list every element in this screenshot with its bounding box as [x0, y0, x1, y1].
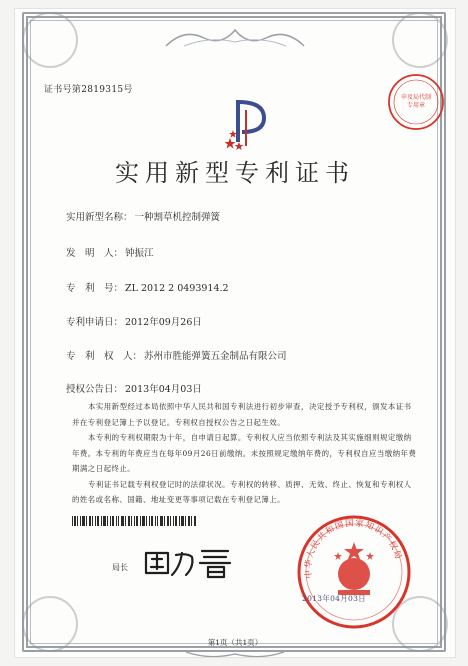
field-label: 专利申请日： [66, 317, 124, 328]
patent-office-logo [224, 94, 272, 152]
field-patent-number [66, 280, 229, 294]
field-label: 发 明 人： [66, 248, 124, 259]
field-value: 苏州市胜能弹簧五金制品有限公司 [144, 351, 287, 362]
field-label: 专 利 权 人： [66, 351, 143, 362]
certificate-page [14, 8, 456, 658]
field-grant-date [66, 381, 202, 395]
field-value: 2013年04月03日 [125, 384, 202, 395]
field-label: 专 利 号： [66, 283, 124, 294]
seal-text: 中华人民共和国国家知识产权局 [303, 518, 404, 579]
field-label: 实用新型名称： [66, 212, 133, 223]
field-value: ZL 2012 2 0493914.2 [125, 283, 229, 294]
field-value: 一种割草机控制弹簧 [134, 212, 221, 223]
seal-date: 2013年04月03日 [302, 594, 366, 603]
bottom-ornament [184, 650, 286, 660]
top-ornament [164, 26, 306, 48]
body-paragraph: 本实用新型经过本局依照中华人民共和国专利法进行初步审查，决定授予专利权，颁发本证书并在专利登记簿上予以登记。专利权自授权公告之日起生效。 [72, 402, 412, 427]
field-inventor [66, 245, 154, 259]
corner-ornament [392, 12, 448, 68]
director-signature [142, 545, 234, 579]
body-paragraph: 专利证书记载专利权登记时的法律状况。专利权的转移、质押、无效、终止、恢复和专利权人的姓名或名称、国籍、地址变更等事项记载在专利登记簿上。 [72, 479, 412, 504]
director-label: 局长 [112, 563, 128, 572]
corner-ornament [22, 12, 78, 68]
field-patentee [66, 348, 287, 362]
stamp-top-inner: 申及局代制专用章 [400, 94, 431, 109]
certificate-number: 证书号第2819315号 [44, 85, 133, 95]
field-value: 钟振江 [125, 248, 154, 259]
office-seal [294, 512, 414, 632]
barcode [72, 516, 196, 526]
field-value: 2012年09月26日 [125, 317, 202, 328]
body-paragraph: 本专利的专利权期限为十年，自申请日起算。专利权人应当依照专利法及其实施细则规定缴纳年费。本专利的年费应当在每年09月26日前缴纳。未按照规定缴纳年费的，专利权自应当缴纳年费期满之日起终止。 [72, 433, 417, 473]
certificate-body [72, 399, 418, 508]
certificate-title: 实用新型专利证书 [115, 159, 355, 187]
field-label: 授权公告日： [66, 384, 124, 395]
page-number: 第1页（共1页） [207, 638, 263, 647]
field-application-date [66, 314, 202, 328]
field-utility-model-name [66, 209, 220, 223]
